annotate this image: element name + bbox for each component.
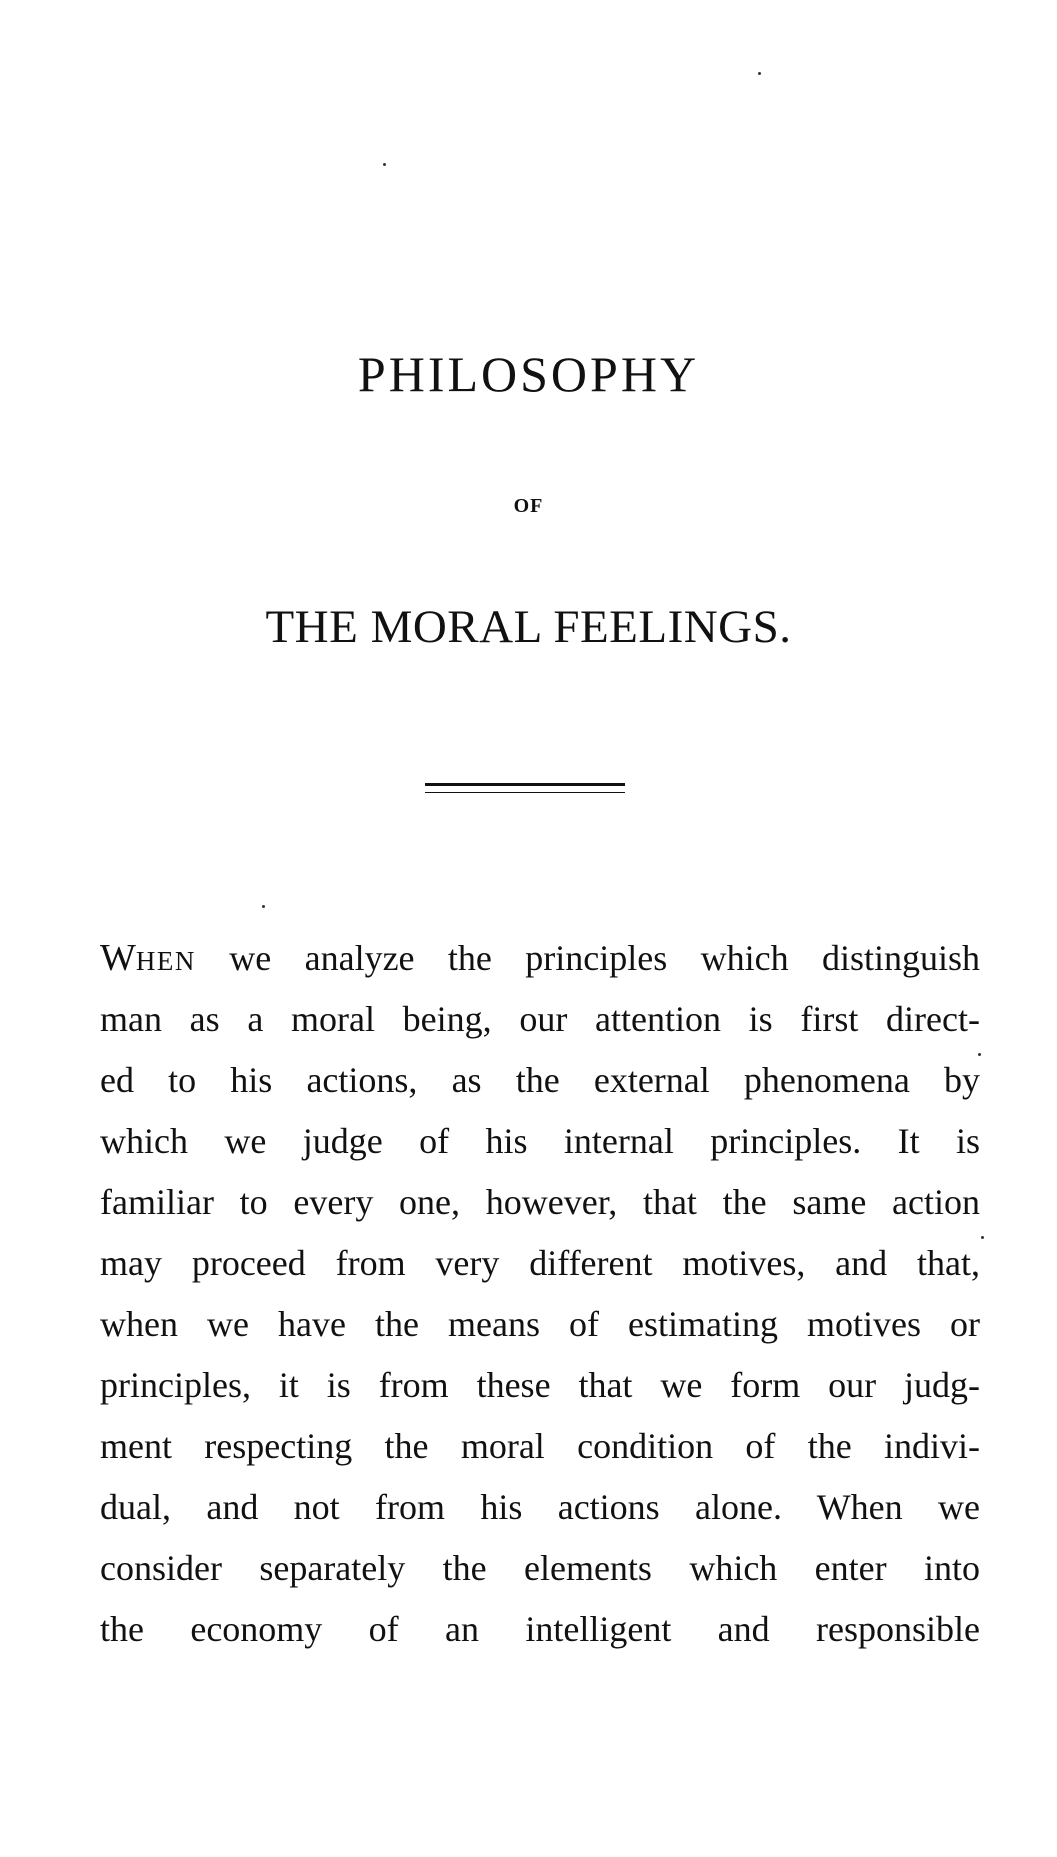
speck-mark bbox=[981, 1236, 984, 1239]
speck-mark bbox=[383, 163, 386, 166]
title-connector-of: OF bbox=[513, 495, 544, 517]
title-line-philosophy: PHILOSOPHY bbox=[357, 346, 700, 402]
speck-mark bbox=[758, 72, 761, 75]
text-line: ment respecting the moral condition of the indivi- bbox=[100, 1426, 980, 1466]
text-line: which we judge of his internal principles. It is bbox=[100, 1121, 980, 1161]
text-line: consider separately the elements which enter into bbox=[100, 1548, 980, 1588]
text-line: principles, it is from these that we form our judg- bbox=[100, 1365, 980, 1405]
text-line: ed to his actions, as the external phenomena by bbox=[100, 1060, 980, 1100]
speck-mark bbox=[262, 905, 265, 908]
text-line: dual, and not from his actions alone. When we bbox=[100, 1487, 980, 1527]
divider-rule-thin bbox=[425, 792, 625, 793]
body-paragraph bbox=[100, 928, 980, 1660]
text-line: may proceed from very different motives, and that, bbox=[100, 1243, 980, 1283]
text-line: the economy of an intelligent and responsible bbox=[100, 1609, 980, 1649]
text-line-1 bbox=[100, 928, 980, 989]
text-line: familiar to every one, however, that the same action bbox=[100, 1182, 980, 1222]
text-line: man as a moral being, our attention is first direct- bbox=[100, 999, 980, 1039]
first-line-text: we analyze the principles which distinguish bbox=[195, 938, 980, 978]
small-caps-word: HEN bbox=[135, 946, 196, 976]
title-line-moral-feelings: THE MORAL FEELINGS. bbox=[265, 601, 792, 653]
drop-letter: W bbox=[100, 937, 136, 979]
text-line: when we have the means of estimating motives or bbox=[100, 1304, 980, 1344]
divider-rule-thick bbox=[425, 783, 625, 786]
